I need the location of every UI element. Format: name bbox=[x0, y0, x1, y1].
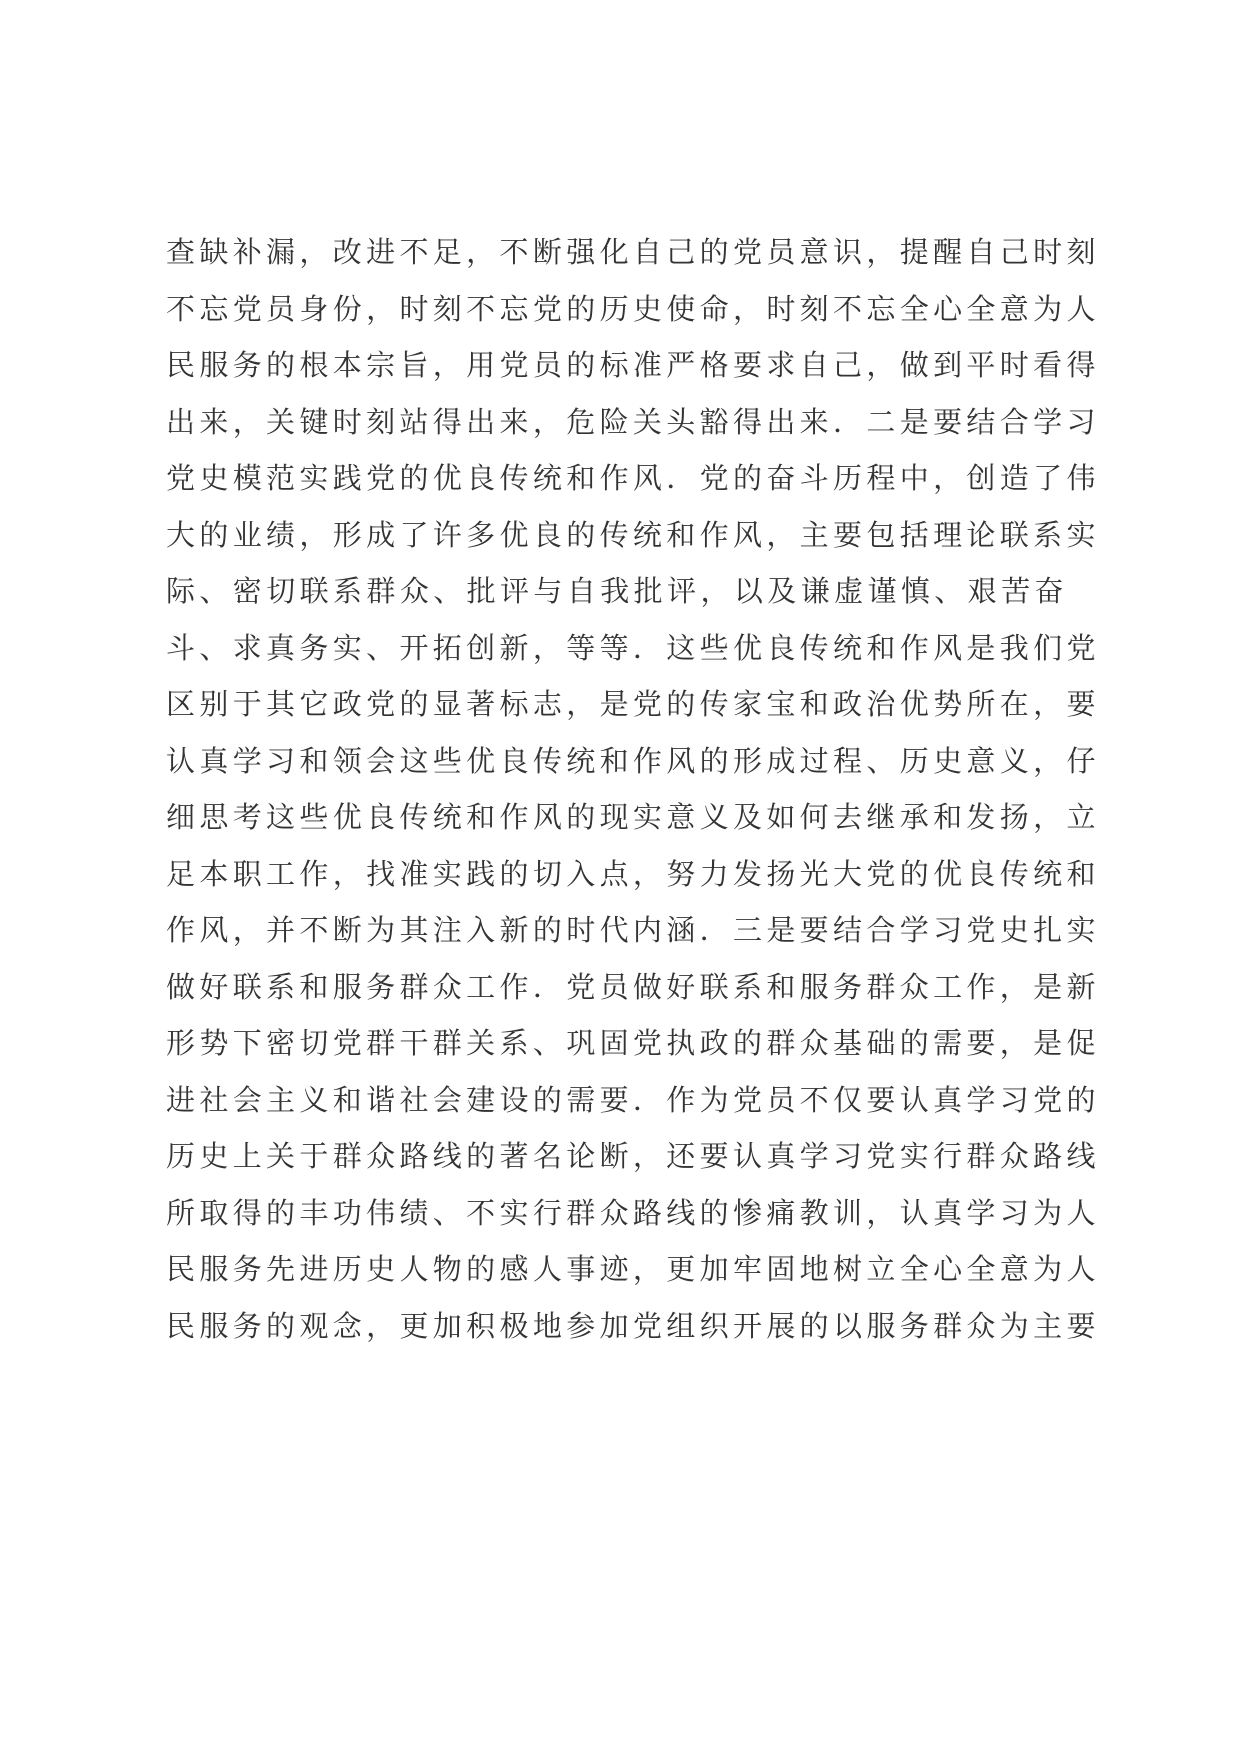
text-line: 民服务先进历史人物的感人事迹，更加牢固地树立全心全意为人 bbox=[166, 1252, 1096, 1286]
text-line: 不忘党员身份，时刻不忘党的历史使命，时刻不忘全心全意为人 bbox=[166, 291, 1096, 326]
body-paragraph bbox=[166, 224, 1096, 1354]
text-line: 认真学习和领会这些优良传统和作风的形成过程、历史意义，仔 bbox=[166, 743, 1096, 778]
text-line: 做好联系和服务群众工作．党员做好联系和服务群众工作，是新 bbox=[166, 969, 1096, 1004]
text-line: 党史模范实践党的优良传统和作风．党的奋斗历程中，创造了伟 bbox=[166, 461, 1096, 495]
text-line: 民服务的观念，更加积极地参加党组织开展的以服务群众为主要 bbox=[166, 1308, 1096, 1343]
text-line: 斗、求真务实、开拓创新，等等．这些优良传统和作风是我们党 bbox=[166, 630, 1096, 665]
text-line: 出来，关键时刻站得出来，危险关头豁得出来．二是要结合学习 bbox=[166, 404, 1096, 439]
text-line: 作风，并不断为其注入新的时代内涵．三是要结合学习党史扎实 bbox=[166, 913, 1096, 947]
text-line: 形势下密切党群干群关系、巩固党执政的群众基础的需要，是促 bbox=[166, 1026, 1096, 1060]
text-line: 际、密切联系群众、批评与自我批评，以及谦虚谨慎、艰苦奋 bbox=[166, 574, 1064, 608]
text-line: 历史上关于群众路线的著名论断，还要认真学习党实行群众路线 bbox=[166, 1139, 1096, 1173]
text-line: 细思考这些优良传统和作风的现实意义及如何去继承和发扬，立 bbox=[166, 800, 1096, 834]
text-line: 查缺补漏，改进不足，不断强化自己的党员意识，提醒自己时刻 bbox=[166, 235, 1096, 269]
text-line: 大的业绩，形成了许多优良的传统和作风，主要包括理论联系实 bbox=[166, 517, 1096, 552]
text-line: 区别于其它政党的显著标志，是党的传家宝和政治优势所在，要 bbox=[166, 687, 1096, 721]
text-line: 所取得的丰功伟绩、不实行群众路线的惨痛教训，认真学习为人 bbox=[166, 1195, 1096, 1230]
text-line: 足本职工作，找准实践的切入点，努力发扬光大党的优良传统和 bbox=[166, 856, 1096, 891]
text-line: 进社会主义和谐社会建设的需要．作为党员不仅要认真学习党的 bbox=[166, 1082, 1096, 1117]
text-line: 民服务的根本宗旨，用党员的标准严格要求自己，做到平时看得 bbox=[166, 348, 1096, 382]
